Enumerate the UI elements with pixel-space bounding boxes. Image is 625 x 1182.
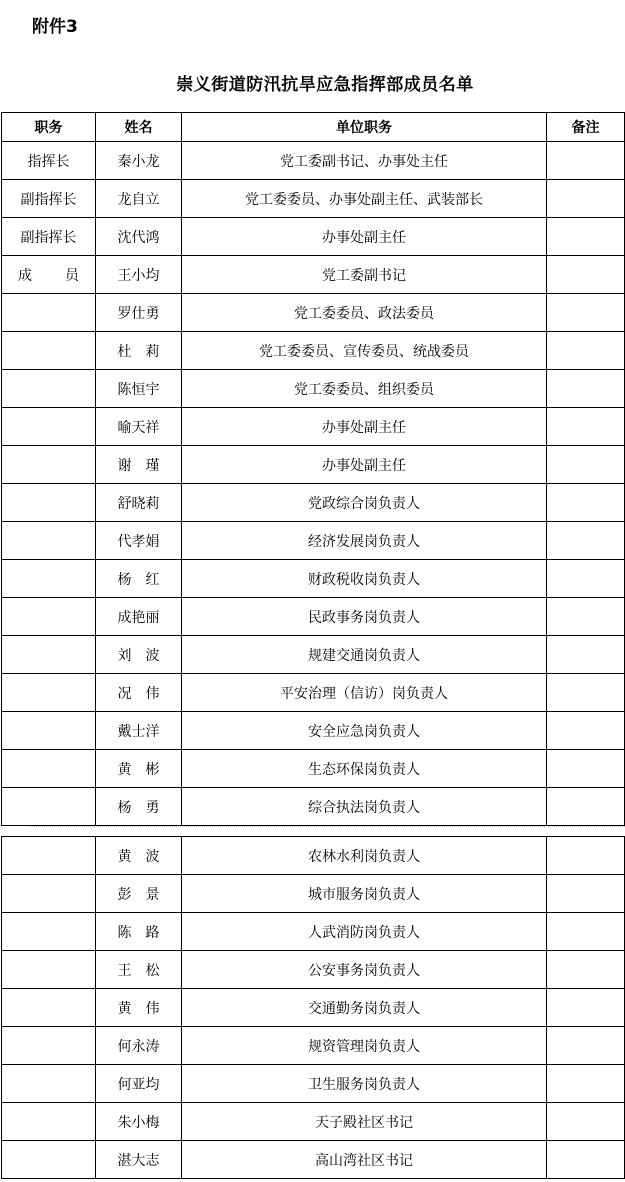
cell-name: 秦小龙 <box>96 142 182 180</box>
cell-position: 规建交通岗负责人 <box>182 636 547 674</box>
table-row <box>2 636 625 674</box>
table-row <box>2 218 625 256</box>
table-row <box>2 1027 625 1065</box>
cell-name: 杨 勇 <box>96 788 182 826</box>
cell-note <box>547 1141 625 1179</box>
cell-role: 副指挥长 <box>2 218 96 256</box>
cell-role <box>2 788 96 826</box>
cell-name: 王小均 <box>96 256 182 294</box>
cell-name: 舒晓莉 <box>96 484 182 522</box>
cell-note <box>547 1103 625 1141</box>
cell-name: 朱小梅 <box>96 1103 182 1141</box>
header-position: 单位职务 <box>182 113 547 142</box>
cell-note <box>547 598 625 636</box>
cell-role <box>2 837 96 875</box>
cell-role <box>2 1103 96 1141</box>
cell-role <box>2 522 96 560</box>
cell-note <box>547 180 625 218</box>
cell-note <box>547 408 625 446</box>
cell-name: 黄 波 <box>96 837 182 875</box>
cell-name: 湛大志 <box>96 1141 182 1179</box>
cell-note <box>547 218 625 256</box>
table-row <box>2 522 625 560</box>
cell-note <box>547 712 625 750</box>
cell-role <box>2 1027 96 1065</box>
cell-note <box>547 446 625 484</box>
table-header-row <box>2 113 625 142</box>
cell-position: 党工委委员、宣传委员、统战委员 <box>182 332 547 370</box>
cell-note <box>547 522 625 560</box>
cell-role: 成 员 <box>2 256 96 294</box>
cell-note <box>547 913 625 951</box>
table-row <box>2 484 625 522</box>
cell-role <box>2 913 96 951</box>
cell-position: 安全应急岗负责人 <box>182 712 547 750</box>
cell-name: 陈 路 <box>96 913 182 951</box>
cell-name: 喻天祥 <box>96 408 182 446</box>
cell-position: 规资管理岗负责人 <box>182 1027 547 1065</box>
cell-position: 生态环保岗负责人 <box>182 750 547 788</box>
cell-role <box>2 484 96 522</box>
table-row <box>2 951 625 989</box>
cell-note <box>547 256 625 294</box>
cell-role <box>2 560 96 598</box>
cell-note <box>547 142 625 180</box>
cell-name: 彭 景 <box>96 875 182 913</box>
cell-role <box>2 674 96 712</box>
cell-name: 黄 伟 <box>96 989 182 1027</box>
cell-position: 办事处副主任 <box>182 446 547 484</box>
cell-note <box>547 788 625 826</box>
cell-note <box>547 875 625 913</box>
cell-note <box>547 1027 625 1065</box>
table-row <box>2 598 625 636</box>
header-name: 姓名 <box>96 113 182 142</box>
cell-role <box>2 408 96 446</box>
page-title: 崇义街道防汛抗旱应急指挥部成员名单 <box>176 75 474 95</box>
cell-position: 公安事务岗负责人 <box>182 951 547 989</box>
cell-name: 沈代鸿 <box>96 218 182 256</box>
cell-name: 谢 瑾 <box>96 446 182 484</box>
cell-name: 罗仕勇 <box>96 294 182 332</box>
cell-note <box>547 674 625 712</box>
table-row <box>2 875 625 913</box>
cell-role <box>2 989 96 1027</box>
cell-position: 交通勤务岗负责人 <box>182 989 547 1027</box>
cell-role <box>2 636 96 674</box>
page-break-line <box>30 826 625 827</box>
cell-role <box>2 750 96 788</box>
cell-position: 党工委副书记、办事处主任 <box>182 142 547 180</box>
cell-position: 党工委委员、政法委员 <box>182 294 547 332</box>
cell-role <box>2 1141 96 1179</box>
table-row <box>2 913 625 951</box>
cell-role <box>2 875 96 913</box>
cell-position: 党工委副书记 <box>182 256 547 294</box>
cell-name: 王 松 <box>96 951 182 989</box>
cell-name: 龙自立 <box>96 180 182 218</box>
cell-position: 经济发展岗负责人 <box>182 522 547 560</box>
header-role: 职务 <box>2 113 96 142</box>
table-row <box>2 674 625 712</box>
cell-note <box>547 989 625 1027</box>
table-row <box>2 712 625 750</box>
cell-name: 刘 波 <box>96 636 182 674</box>
cell-note <box>547 1065 625 1103</box>
cell-role <box>2 370 96 408</box>
cell-position: 民政事务岗负责人 <box>182 598 547 636</box>
cell-role <box>2 1065 96 1103</box>
table-row <box>2 370 625 408</box>
cell-name: 戴士洋 <box>96 712 182 750</box>
cell-note <box>547 484 625 522</box>
cell-note <box>547 370 625 408</box>
cell-role <box>2 712 96 750</box>
cell-note <box>547 332 625 370</box>
cell-position: 平安治理（信访）岗负责人 <box>182 674 547 712</box>
table-row <box>2 837 625 875</box>
table-row <box>2 332 625 370</box>
cell-name: 黄 彬 <box>96 750 182 788</box>
cell-note <box>547 294 625 332</box>
cell-position: 卫生服务岗负责人 <box>182 1065 547 1103</box>
table-row <box>2 560 625 598</box>
cell-position: 城市服务岗负责人 <box>182 875 547 913</box>
table-row <box>2 1141 625 1179</box>
table-row <box>2 408 625 446</box>
cell-name: 何永涛 <box>96 1027 182 1065</box>
member-table <box>1 112 625 826</box>
table-row <box>2 1103 625 1141</box>
cell-name: 何亚均 <box>96 1065 182 1103</box>
cell-name: 杜 莉 <box>96 332 182 370</box>
cell-role <box>2 951 96 989</box>
cell-name: 陈恒宇 <box>96 370 182 408</box>
cell-position: 财政税收岗负责人 <box>182 560 547 598</box>
cell-position: 办事处副主任 <box>182 218 547 256</box>
cell-role <box>2 598 96 636</box>
attachment-label: 附件3 <box>32 17 78 37</box>
cell-role: 指挥长 <box>2 142 96 180</box>
cell-position: 农林水利岗负责人 <box>182 837 547 875</box>
table-row <box>2 989 625 1027</box>
cell-role <box>2 332 96 370</box>
cell-position: 党政综合岗负责人 <box>182 484 547 522</box>
cell-position: 党工委委员、办事处副主任、武装部长 <box>182 180 547 218</box>
cell-note <box>547 951 625 989</box>
cell-name: 况 伟 <box>96 674 182 712</box>
cell-name: 成艳丽 <box>96 598 182 636</box>
table-row <box>2 142 625 180</box>
cell-note <box>547 837 625 875</box>
cell-position: 党工委委员、组织委员 <box>182 370 547 408</box>
table-row <box>2 1065 625 1103</box>
cell-role <box>2 446 96 484</box>
table-row <box>2 256 625 294</box>
member-table-continued <box>1 836 625 1179</box>
table-row <box>2 788 625 826</box>
cell-name: 杨 红 <box>96 560 182 598</box>
cell-position: 人武消防岗负责人 <box>182 913 547 951</box>
header-note: 备注 <box>547 113 625 142</box>
table-row <box>2 750 625 788</box>
cell-note <box>547 636 625 674</box>
cell-position: 高山湾社区书记 <box>182 1141 547 1179</box>
cell-name: 代孝娟 <box>96 522 182 560</box>
table-row <box>2 446 625 484</box>
cell-position: 综合执法岗负责人 <box>182 788 547 826</box>
cell-position: 办事处副主任 <box>182 408 547 446</box>
table-row <box>2 180 625 218</box>
cell-note <box>547 560 625 598</box>
cell-role: 副指挥长 <box>2 180 96 218</box>
table-row <box>2 294 625 332</box>
cell-position: 天子殿社区书记 <box>182 1103 547 1141</box>
cell-note <box>547 750 625 788</box>
cell-role <box>2 294 96 332</box>
